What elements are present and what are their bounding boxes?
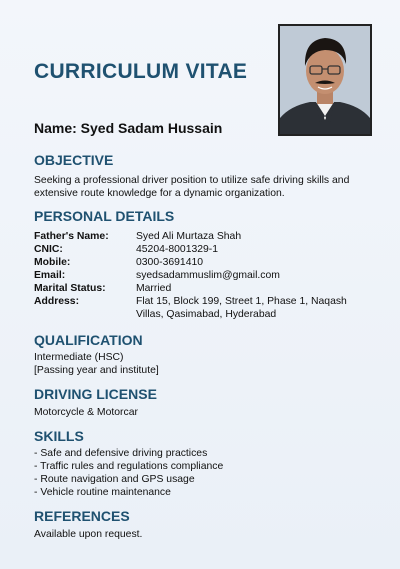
detail-label: Email: (34, 270, 66, 281)
detail-value: 0300-3691410 (136, 257, 204, 268)
detail-row (34, 243, 374, 256)
personal-details-heading: PERSONAL DETAILS (34, 208, 175, 224)
list-item: - Route navigation and GPS usage (34, 473, 223, 486)
detail-value: 45204-8001329-1 (136, 244, 219, 255)
portrait-icon (280, 26, 370, 134)
detail-label: Marital Status: (34, 283, 106, 294)
detail-value: Married (136, 283, 172, 294)
references-heading: REFERENCES (34, 508, 130, 524)
detail-row (34, 269, 374, 282)
detail-row (34, 256, 374, 269)
personal-details-table (34, 230, 374, 321)
detail-value: syedsadammuslim@gmail.com (136, 270, 280, 281)
detail-label: Father's Name: (34, 231, 109, 242)
profile-photo (278, 24, 372, 136)
driving-license-heading: DRIVING LICENSE (34, 386, 157, 402)
detail-row (34, 295, 374, 321)
skills-heading: SKILLS (34, 428, 84, 444)
list-item: - Safe and defensive driving practices (34, 447, 223, 460)
candidate-name: Name: Syed Sadam Hussain (34, 120, 223, 136)
qualification-heading: QUALIFICATION (34, 332, 143, 348)
references-text: Available upon request. (34, 529, 143, 540)
list-item: - Vehicle routine maintenance (34, 486, 223, 499)
qualification-line: Intermediate (HSC) (34, 352, 124, 363)
detail-label: CNIC: (34, 244, 63, 255)
detail-label: Mobile: (34, 257, 71, 268)
detail-label: Address: (34, 296, 80, 307)
detail-row (34, 282, 374, 295)
detail-value: Syed Ali Murtaza Shah (136, 231, 242, 242)
document-title: CURRICULUM VITAE (34, 60, 248, 83)
qualification-line: [Passing year and institute] (34, 365, 159, 376)
detail-value: Flat 15, Block 199, Street 1, Phase 1, Naqash Villas, Qasimabad, Hyderabad (136, 296, 347, 320)
skills-list (34, 447, 223, 499)
objective-heading: OBJECTIVE (34, 152, 114, 168)
driving-license-text: Motorcycle & Motorcar (34, 407, 138, 418)
detail-row (34, 230, 374, 243)
objective-text: Seeking a professional driver position to utilize safe driving skills and extensive route knowledge for a dynamic organization. (34, 175, 350, 199)
list-item: - Traffic rules and regulations compliance (34, 460, 223, 473)
